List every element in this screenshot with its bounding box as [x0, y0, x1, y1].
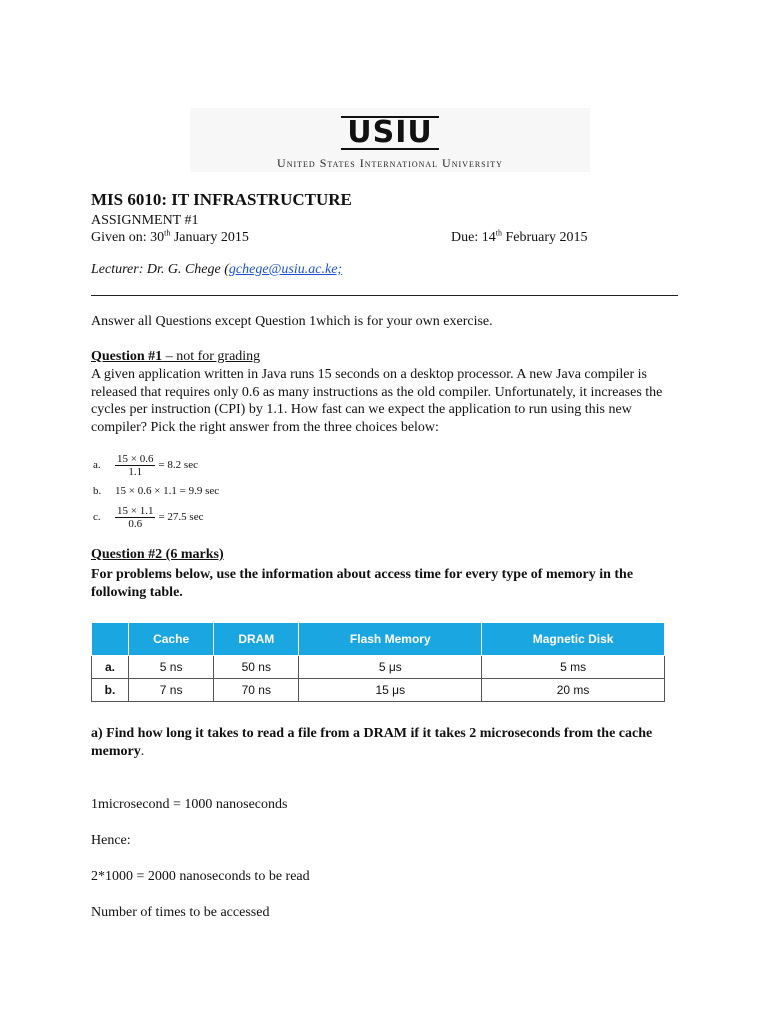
logo-mark: USIU: [341, 116, 439, 150]
answer-line: 1microsecond = 1000 nanoseconds: [91, 797, 288, 812]
table-header-cell: DRAM: [214, 623, 299, 656]
table-cell: 50 ns: [214, 656, 299, 679]
table-cell: 70 ns: [214, 679, 299, 702]
table-header-cell: [92, 623, 129, 656]
choice-c: c. $\frac{15 \times 1.1}{0.6}$ = 27.5 sec: [93, 504, 204, 530]
memory-access-table: [91, 622, 665, 702]
assignment-number: ASSIGNMENT #1: [91, 213, 199, 228]
question1-choices: [93, 452, 219, 530]
table-header-cell: Cache: [129, 623, 214, 656]
table-cell: a.: [92, 656, 129, 679]
table-cell: 5 ms: [482, 656, 665, 679]
given-date: Given on: 30th January 2015: [91, 228, 249, 245]
answer-line: Number of times to be accessed: [91, 905, 270, 920]
table-header-cell: Flash Memory: [299, 623, 482, 656]
horizontal-divider: [91, 295, 678, 296]
university-logo: [190, 108, 590, 172]
table-cell: 5 μs: [299, 656, 482, 679]
table-cell: b.: [92, 679, 129, 702]
table-cell: 20 ms: [482, 679, 665, 702]
lecturer-email-link[interactable]: gchege@usiu.ac.ke;: [228, 262, 343, 277]
table-header-row: [92, 623, 665, 656]
table-row: [92, 656, 665, 679]
fraction: $\frac{15 \times 1.1}{0.6}$: [117, 504, 154, 530]
university-name: United States International University: [277, 156, 503, 170]
choice-a: a. $\frac{15 \times 0.6}{1.1}$ = 8.2 sec: [93, 452, 198, 478]
table-header-cell: Magnetic Disk: [482, 623, 665, 656]
question2-heading: Question #2 (6 marks): [91, 547, 224, 562]
answer-line: 2*1000 = 2000 nanoseconds to be read: [91, 869, 310, 884]
fraction: $\frac{15 \times 0.6}{1.1}$: [117, 452, 154, 478]
instructions: Answer all Questions except Question 1which is for your own exercise.: [91, 314, 493, 329]
question1-text: A given application written in Java runs 15 seconds on a desktop processor. A new Java compiler is released that requires only 0.6 as many instructions as the old compiler. Unfortunately, it increases the cycles per instruction (CPI) by 1.1. How fast can we expect the application to run using this new compiler? Pick the right answer from the three choices below:: [91, 367, 663, 435]
lecturer-line: Lecturer: Dr. G. Chege (gchege@usiu.ac.ke;: [91, 262, 343, 277]
course-title: MIS 6010: IT INFRASTRUCTURE: [91, 190, 352, 209]
question1-heading: Question #1 – not for grading: [91, 349, 261, 364]
table-cell: 5 ns: [129, 656, 214, 679]
question2-text: For problems below, use the information about access time for every type of memory in the following table.: [91, 567, 634, 600]
table-row: [92, 679, 665, 702]
table-cell: 7 ns: [129, 679, 214, 702]
table-cell: 15 μs: [299, 679, 482, 702]
question2-part-a: a) Find how long it takes to read a file from a DRAM if it takes 2 microseconds from the cache memory.: [91, 726, 653, 759]
choice-b: b. 15 × 0.6 × 1.1 = 9.9 sec: [93, 485, 220, 497]
answer-line: Hence:: [91, 833, 131, 848]
due-date: Due: 14th February 2015: [451, 228, 588, 245]
